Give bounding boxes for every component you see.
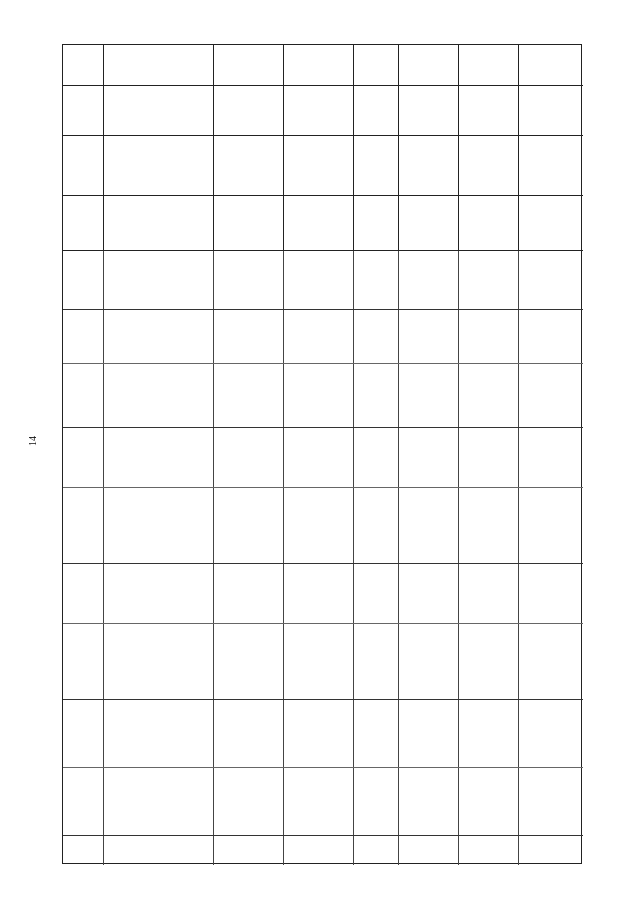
table-row-divider (63, 699, 583, 700)
table-row-divider (63, 563, 583, 564)
header-divider (63, 195, 583, 196)
header-divider (63, 85, 583, 86)
column-divider (398, 45, 399, 250)
table-row-divider (63, 309, 583, 310)
table-column-line (458, 251, 459, 865)
table-column-line (398, 251, 399, 865)
table-header (63, 45, 583, 251)
column-divider (518, 45, 519, 250)
table-row-divider (63, 363, 583, 364)
table-row-divider (63, 623, 583, 624)
table-row-divider (63, 487, 583, 488)
column-divider (283, 45, 284, 250)
table-body (63, 251, 583, 865)
column-divider (103, 45, 104, 250)
table-column-line (353, 251, 354, 865)
table-row-divider (63, 835, 583, 836)
table-column-line (103, 251, 104, 865)
table-column-line (283, 251, 284, 865)
table-column-line (518, 251, 519, 865)
column-divider (213, 45, 214, 250)
table-row-divider (63, 427, 583, 428)
page-number: 14 (28, 436, 39, 446)
header-divider (63, 135, 583, 136)
table-row-divider (63, 767, 583, 768)
column-divider (353, 45, 354, 250)
table-column-line (213, 251, 214, 865)
column-divider (458, 45, 459, 250)
budget-table (62, 44, 582, 864)
